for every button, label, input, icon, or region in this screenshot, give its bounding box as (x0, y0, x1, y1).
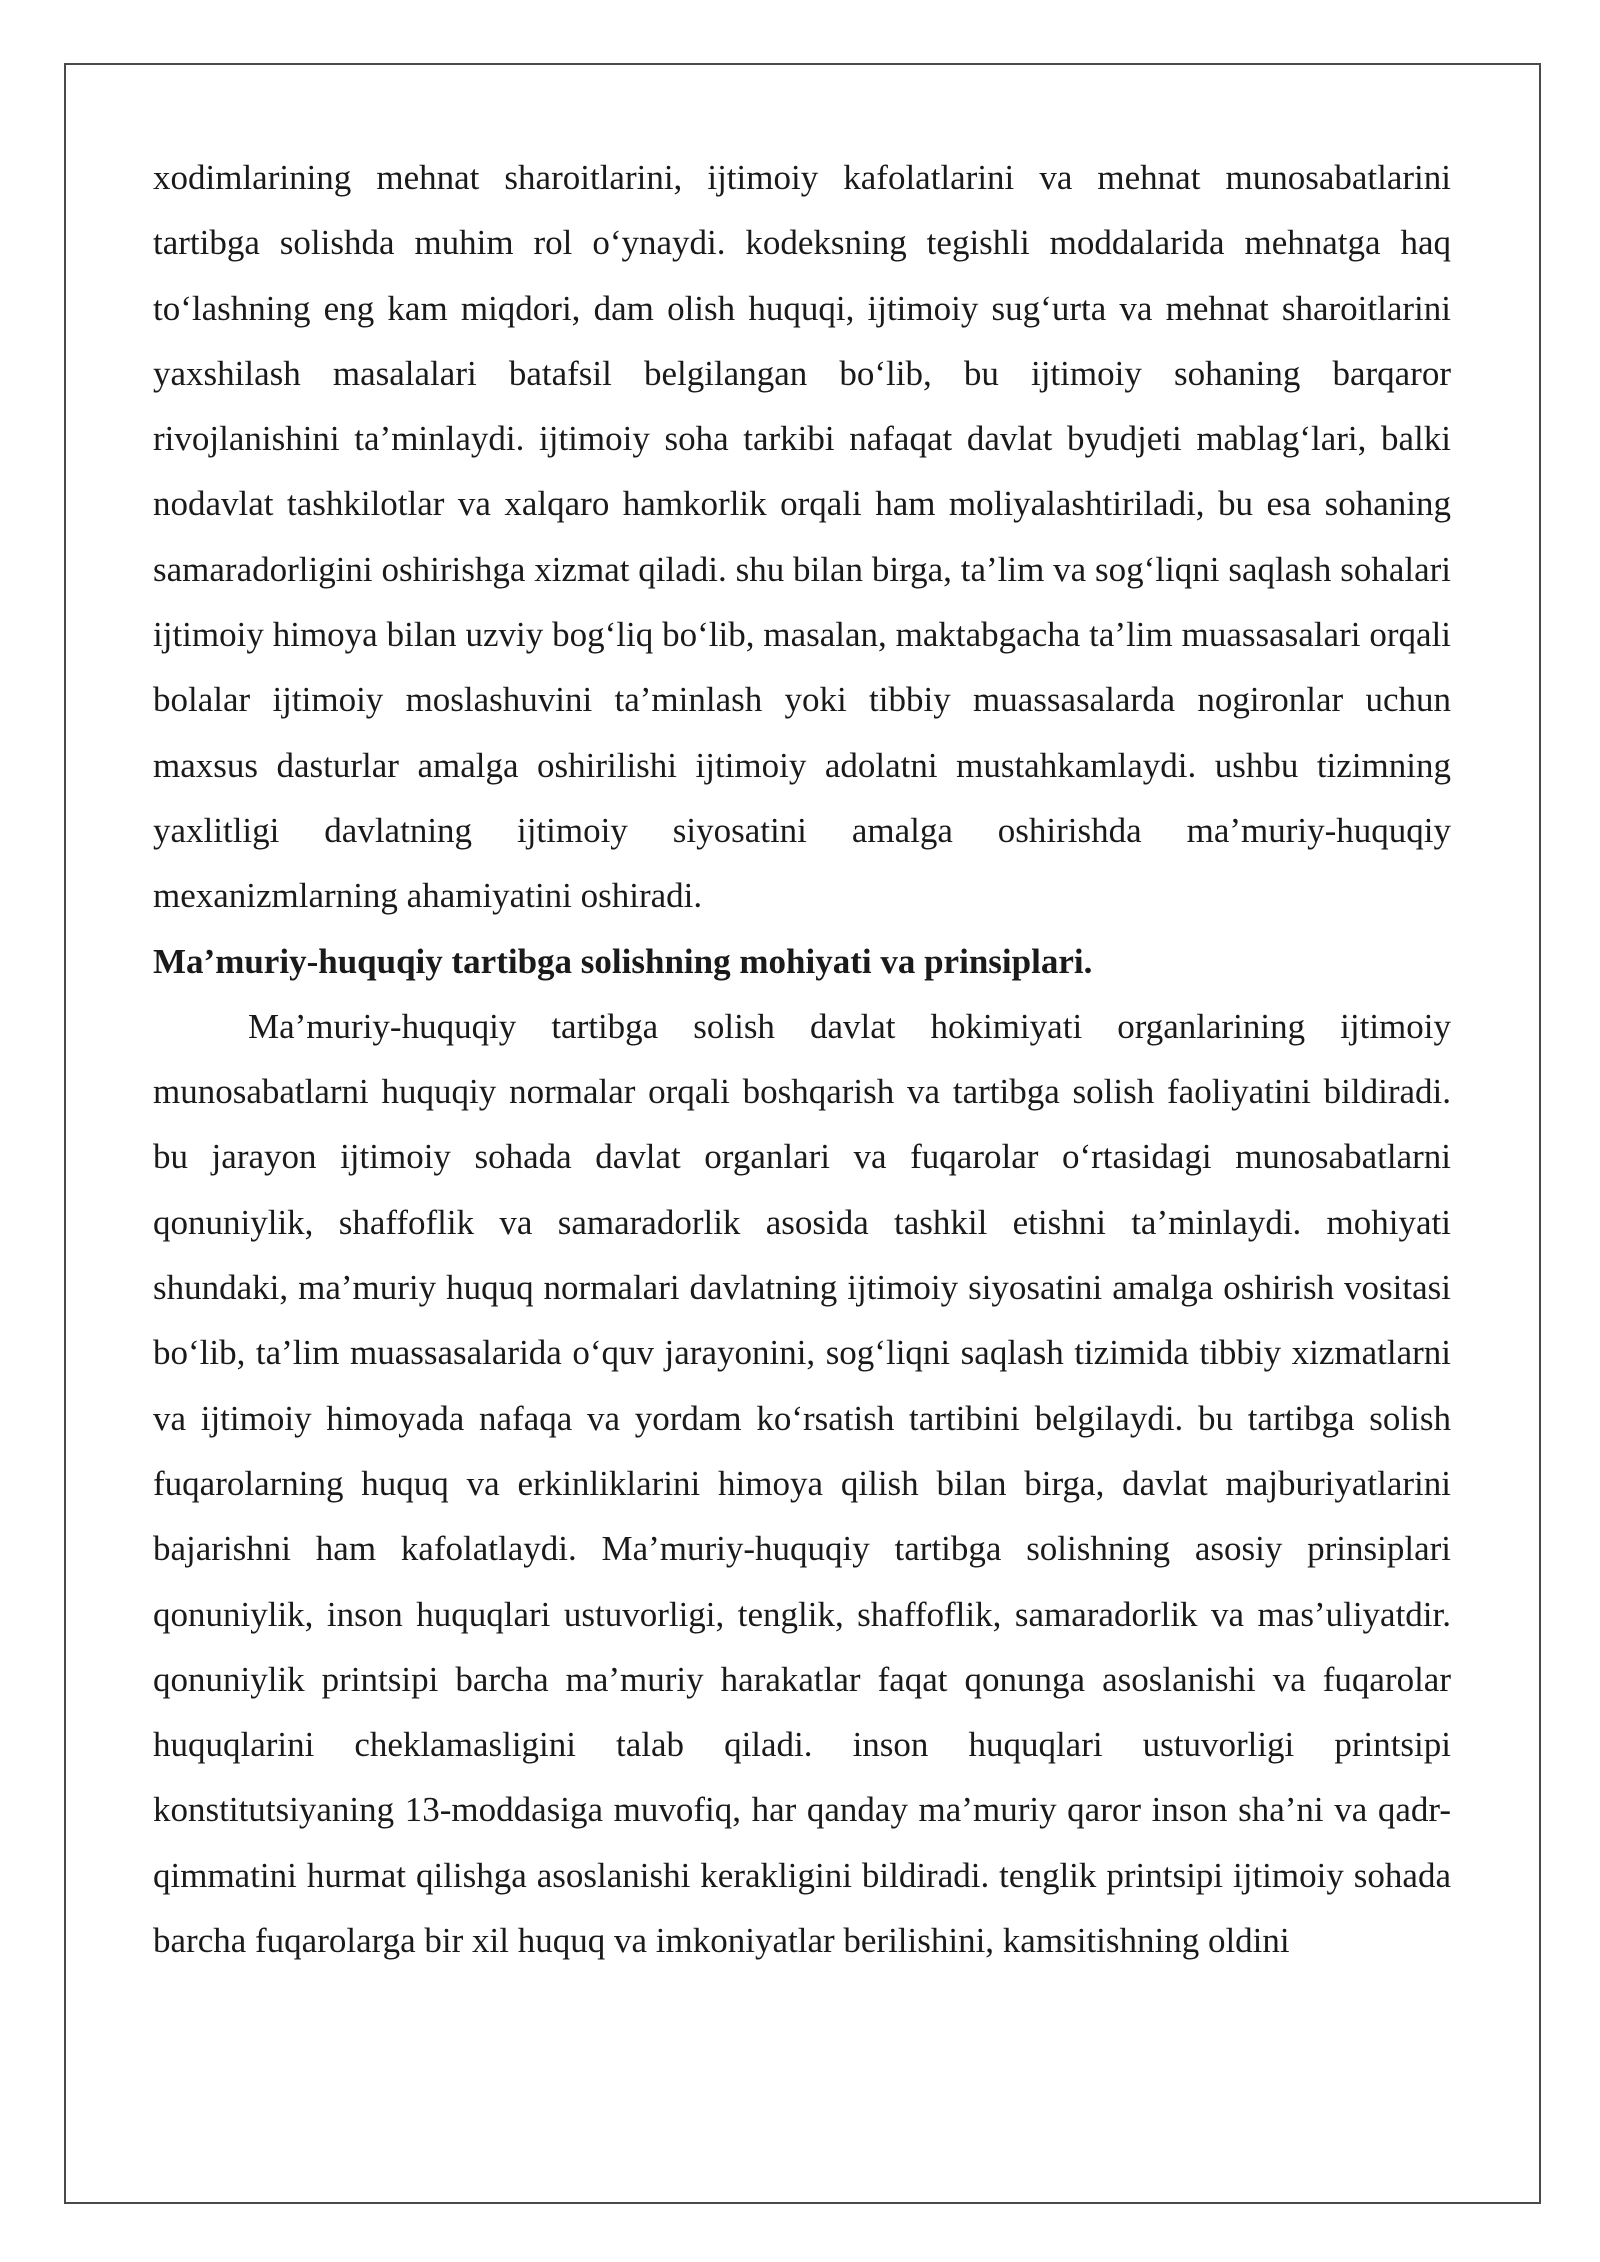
section-heading: Ma’muriy-huquqiy tartibga solishning mohiyati va prinsiplari. (153, 941, 1093, 981)
document-body (153, 145, 1451, 1973)
body-paragraph: xodimlarining mehnat sharoitlarini, ijtimoiy kafolatlarini va mehnat munosabatlarini tartibga solishda muhim rol o‘ynaydi. kodeksning tegishli moddalarida mehnatga haq to‘lashning eng kam miqdori, dam olish huquqi, ijtimoiy sug‘urta va mehnat sharoitlarini yaxshilash masalalari batafsil belgilangan bo‘lib, bu ijtimoiy sohaning barqaror rivojlanishini ta’minlaydi. ijtimoiy soha tarkibi nafaqat davlat byudjeti mablag‘lari, balki nodavlat tashkilotlar va xalqaro hamkorlik orqali ham moliyalashtiriladi, bu esa sohaning samaradorligini oshirishga xizmat qiladi. shu bilan birga, ta’lim va sog‘liqni saqlash sohalari ijtimoiy himoya bilan uzviy bog‘liq bo‘lib, masalan, maktabgacha ta’lim muassasalari orqali bolalar ijtimoiy moslashuvini ta’minlash yoki tibbiy muassasalarda nogironlar uchun maxsus dasturlar amalga oshirilishi ijtimoiy adolatni mustahkamlaydi. ushbu tizimning yaxlitligi davlatning ijtimoiy siyosatini amalga oshirishda ma’muriy-huquqiy mexanizmlarning ahamiyatini oshiradi. (153, 158, 1451, 916)
body-paragraph: Ma’muriy-huquqiy tartibga solish davlat hokimiyati organlarining ijtimoiy munosabatlarni huquqiy normalar orqali boshqarish va tartibga solish faoliyatini bildiradi. bu jarayon ijtimoiy sohada davlat organlari va fuqarolar o‘rtasidagi munosabatlarni qonuniylik, shaffoflik va samaradorlik asosida tashkil etishni ta’minlaydi. mohiyati shundaki, ma’muriy huquq normalari davlatning ijtimoiy siyosatini amalga oshirish vositasi bo‘lib, ta’lim muassasalarida o‘quv jarayonini, sog‘liqni saqlash tizimida tibbiy xizmatlarni va ijtimoiy himoyada nafaqa va yordam ko‘rsatish tartibini belgilaydi. bu tartibga solish fuqarolarning huquq va erkinliklarini himoya qilish bilan birga, davlat majburiyatlarini bajarishni ham kafolatlaydi. Ma’muriy-huquqiy tartibga solishning asosiy prinsiplari qonuniylik, inson huquqlari ustuvorligi, tenglik, shaffoflik, samaradorlik va mas’uliyatdir. qonuniylik printsipi barcha ma’muriy harakatlar faqat qonunga asoslanishi va fuqarolar huquqlarini cheklamasligini talab qiladi. inson huquqlari ustuvorligi printsipi konstitutsiyaning 13-moddasiga muvofiq, har qanday ma’muriy qaror inson sha’ni va qadr-qimmatini hurmat qilishga asoslanishi kerakligini bildiradi. tenglik printsipi ijtimoiy sohada barcha fuqarolarga bir xil huquq va imkoniyatlar berilishini, kamsitishning oldini (153, 1006, 1451, 1961)
